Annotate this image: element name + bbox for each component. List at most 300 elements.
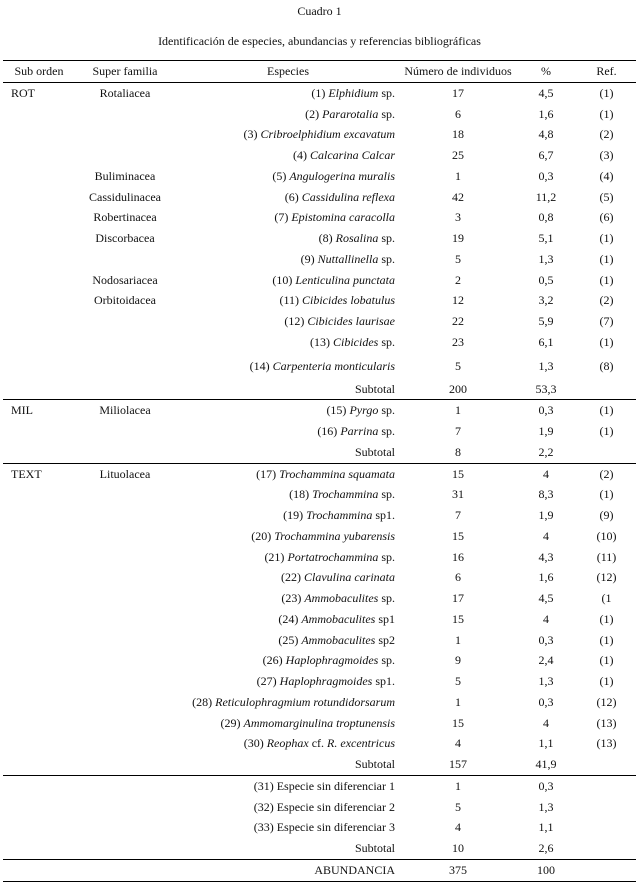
ref-cell: (1) (599, 334, 614, 349)
individuos-cell: 6 (455, 106, 461, 121)
porcentaje-cell: 1,3 (538, 674, 554, 688)
porcentaje-cell: 0,3 (538, 632, 554, 647)
ref-cell: (1) (599, 251, 614, 266)
species-number: (7) (274, 210, 289, 225)
species-number: (15) (326, 403, 347, 418)
subtotal-porcentaje: 53,3 (515, 379, 577, 400)
species-suffix: sp. (378, 591, 395, 605)
header-individuos: Número de individuos (401, 61, 515, 83)
ref-cell (577, 859, 636, 881)
porcentaje-cell: 4,8 (538, 127, 554, 142)
table-row (3, 311, 636, 332)
individuos-cell: 23 (452, 334, 464, 349)
species-cell (175, 145, 401, 166)
species-number: (10) (272, 272, 293, 287)
species-cell (175, 82, 401, 103)
species-cell (175, 817, 401, 838)
porcentaje-cell: 4,5 (538, 591, 554, 605)
superfamilia-cell (75, 713, 175, 734)
species-name: Pararotalia (322, 106, 379, 121)
species-cell (175, 400, 401, 421)
individuos-cell: 17 (452, 591, 464, 605)
table-row (3, 124, 636, 145)
species-number: (22) (281, 570, 301, 585)
superfamilia-cell (75, 145, 175, 166)
superfamilia-cell (75, 547, 175, 568)
species-cell (175, 228, 401, 249)
superfamilia-cell (75, 692, 175, 713)
ref-cell: (3) (599, 148, 614, 162)
species-suffix: sp1 (375, 611, 395, 626)
individuos-cell: 2 (455, 272, 461, 287)
species-cell (175, 630, 401, 651)
species-cell (175, 187, 401, 208)
species-number: (2) (305, 106, 320, 121)
suborden-cell (3, 671, 75, 692)
individuos-cell: 1 (455, 403, 461, 418)
species-cell (175, 484, 401, 505)
species-name: Ammomarginulina troptunensis (243, 715, 395, 730)
individuos-cell: 3 (455, 210, 461, 225)
superfamilia-cell: Discorbacea (95, 231, 155, 245)
porcentaje-cell: 4,5 (538, 85, 554, 100)
individuos-cell: 4 (455, 736, 461, 751)
porcentaje-cell: 4 (543, 528, 549, 543)
species-name: Lenticulina punctata (295, 272, 395, 287)
ref-cell: (11) (596, 549, 617, 564)
species-name: Trochammina squamata (279, 466, 395, 481)
ref-cell: (1) (599, 85, 614, 100)
species-number: (26) (262, 653, 283, 668)
species-name: Carpenteria monticularis (272, 358, 395, 373)
species-number: (25) (278, 632, 299, 647)
species-name: Ammobaculites (304, 591, 379, 605)
ref-cell: (1) (599, 403, 614, 418)
ref-cell: (1) (599, 424, 614, 438)
ref-cell: (4) (599, 168, 614, 183)
porcentaje-cell: 1,6 (538, 106, 554, 121)
species-cell (175, 104, 401, 125)
species-number: (30) (243, 736, 264, 751)
porcentaje-cell: 1,3 (538, 799, 554, 814)
subtotal-label: Subtotal (175, 838, 401, 859)
subtotal-individuos: 8 (401, 442, 515, 463)
subtotal-porcentaje: 2,6 (515, 838, 577, 859)
table-row (3, 463, 636, 484)
subtotal-porcentaje: 2,2 (515, 442, 577, 463)
superfamilia-cell: Cassidulinacea (89, 189, 161, 204)
suborden-cell (3, 166, 75, 187)
superfamilia-cell (75, 526, 175, 547)
table-row (3, 588, 636, 609)
suborden-cell (3, 692, 75, 713)
species-name: Angulogerina muralis (289, 168, 395, 183)
table-row (3, 270, 636, 291)
superfamilia-cell (75, 775, 175, 796)
species-cell (175, 249, 401, 270)
table-row (3, 733, 636, 754)
porcentaje-cell: 5,1 (538, 231, 554, 245)
table-row (3, 166, 636, 187)
superfamilia-cell (75, 104, 175, 125)
individuos-cell: 9 (455, 653, 461, 668)
subtotal-individuos: 10 (401, 838, 515, 859)
individuos-cell: 1 (455, 632, 461, 647)
total-individuos: 375 (401, 859, 515, 881)
ref-cell (577, 797, 636, 818)
species-name: Clavulina carinata (304, 570, 395, 585)
suborden-cell (3, 733, 75, 754)
species-number: (19) (283, 508, 304, 522)
porcentaje-cell: 3,2 (538, 293, 554, 308)
species-number: (27) (256, 674, 277, 688)
superfamilia-cell (75, 754, 175, 775)
suborden-cell (3, 609, 75, 630)
superfamilia-cell (75, 379, 175, 400)
species-cell (175, 797, 401, 818)
suborden-cell (3, 145, 75, 166)
table-row (3, 104, 636, 125)
species-number: (21) (264, 549, 285, 564)
species-suffix: sp. (378, 403, 395, 418)
subtotal-row (3, 754, 636, 775)
species-name: Cibicides (333, 334, 379, 349)
porcentaje-cell: 1,9 (538, 424, 554, 438)
suborden-cell (3, 838, 75, 859)
ref-cell: (12) (596, 694, 617, 709)
ref-cell: (1) (599, 674, 614, 688)
subtotal-row (3, 838, 636, 859)
species-number: (14) (249, 358, 270, 373)
species-name: Nuttallinella (317, 251, 379, 266)
table-body (3, 82, 636, 881)
species-name: Elphidium (328, 85, 379, 100)
ref-cell: (2) (599, 293, 614, 308)
suborden-cell (3, 290, 75, 311)
ref-cell: (1) (599, 653, 614, 668)
ref-cell: (1 (601, 591, 612, 605)
ref-cell (577, 775, 636, 796)
species-cell (175, 588, 401, 609)
ref-cell: (8) (599, 358, 614, 373)
ref-cell: (1) (599, 106, 614, 121)
header-suborden: Sub orden (3, 61, 75, 83)
ref-cell: (2) (599, 127, 614, 142)
superfamilia-cell (75, 353, 175, 379)
suborden-cell (3, 332, 75, 353)
porcentaje-cell: 6,7 (538, 148, 554, 162)
suborden-cell (3, 270, 75, 291)
superfamilia-cell (75, 442, 175, 463)
species-suffix: sp. (378, 106, 395, 121)
ref-cell (577, 379, 636, 400)
species-number: (32) (253, 799, 274, 814)
species-cell (175, 567, 401, 588)
porcentaje-cell: 0,3 (538, 403, 554, 418)
species-number: (20) (251, 528, 272, 543)
table-caption: Cuadro 1 (297, 4, 342, 18)
superfamilia-cell (75, 817, 175, 838)
individuos-cell: 6 (455, 570, 461, 585)
subtotal-row (3, 442, 636, 463)
suborden-cell (3, 567, 75, 588)
superfamilia-cell (75, 838, 175, 859)
suborden-cell (3, 124, 75, 145)
species-name: Trochammina yubarensis (274, 528, 395, 543)
porcentaje-cell: 0,3 (538, 778, 554, 793)
superfamilia-cell: Nodosariacea (92, 272, 158, 287)
species-suffix: sp1. (372, 674, 395, 688)
header-especies: Especies (175, 61, 401, 83)
species-number: (24) (278, 611, 299, 626)
suborden-cell (3, 588, 75, 609)
species-suffix: Especie sin diferenciar 2 (276, 799, 395, 814)
table-row (3, 671, 636, 692)
species-number: (1) (311, 85, 326, 100)
species-cell (175, 547, 401, 568)
individuos-cell: 18 (452, 127, 464, 142)
ref-cell: (1) (599, 272, 614, 287)
ref-cell (577, 442, 636, 463)
species-number: (29) (220, 715, 241, 730)
subtotal-row (3, 379, 636, 400)
species-cell (175, 207, 401, 228)
ref-cell: (10) (596, 528, 617, 543)
species-suffix: sp. (378, 334, 395, 349)
species-cell (175, 290, 401, 311)
header-row (3, 61, 636, 83)
suborden-cell: TEXT (11, 466, 42, 481)
header-superfamilia: Super familia (75, 61, 175, 83)
species-cell (175, 124, 401, 145)
species-cell (175, 505, 401, 526)
superfamilia-cell (75, 421, 175, 442)
suborden-cell (3, 379, 75, 400)
individuos-cell: 1 (455, 778, 461, 793)
species-cell (175, 526, 401, 547)
table-row (3, 609, 636, 630)
subtotal-label: Subtotal (175, 442, 401, 463)
species-cell (175, 609, 401, 630)
porcentaje-cell: 4 (543, 715, 549, 730)
species-suffix: cf. (308, 736, 328, 751)
species-name: Rosalina (335, 231, 379, 245)
superfamilia-cell (75, 567, 175, 588)
individuos-cell: 1 (455, 694, 461, 709)
superfamilia-cell: Robertinacea (93, 210, 157, 225)
ref-cell: (1) (599, 487, 614, 502)
species-suffix: sp. (378, 549, 395, 564)
species-cell (175, 671, 401, 692)
suborden-cell: ROT (11, 85, 35, 100)
table-row (3, 484, 636, 505)
individuos-cell: 15 (452, 715, 464, 730)
table-row (3, 421, 636, 442)
superfamilia-cell: Orbitoidacea (94, 293, 156, 308)
suborden-cell (3, 713, 75, 734)
individuos-cell: 15 (452, 466, 464, 481)
species-name: Trochammina (312, 487, 379, 502)
table-row (3, 775, 636, 796)
porcentaje-cell: 4,3 (538, 549, 554, 564)
species-name: Pyrgo (349, 403, 379, 418)
suborden-cell: MIL (11, 403, 33, 418)
porcentaje-cell: 0,3 (538, 168, 554, 183)
individuos-cell: 15 (452, 528, 464, 543)
suborden-cell (3, 859, 75, 881)
superfamilia-cell: Miliolacea (99, 403, 151, 418)
species-suffix: Especie sin diferenciar 1 (276, 778, 395, 793)
superfamilia-cell (75, 505, 175, 526)
superfamilia-cell (75, 484, 175, 505)
superfamilia-cell (75, 311, 175, 332)
ref-cell: (13) (596, 736, 617, 751)
total-label: ABUNDANCIA (175, 859, 401, 881)
suborden-cell (3, 442, 75, 463)
species-name: Ammobaculites (301, 632, 376, 647)
ref-cell: (12) (596, 570, 617, 585)
species-name: Cassidulina reflexa (301, 189, 395, 204)
ref-cell: (5) (599, 189, 614, 204)
suborden-cell (3, 421, 75, 442)
ref-cell: (9) (599, 508, 614, 522)
species-cell (175, 421, 401, 442)
porcentaje-cell: 2,4 (538, 653, 554, 668)
table-row (3, 353, 636, 379)
ref-cell: (1) (599, 632, 614, 647)
suborden-cell (3, 249, 75, 270)
species-number: (11) (279, 293, 299, 308)
ref-cell: (13) (596, 715, 617, 730)
species-cell (175, 311, 401, 332)
individuos-cell: 17 (452, 85, 464, 100)
porcentaje-cell: 1,6 (538, 570, 554, 585)
suborden-cell (3, 505, 75, 526)
species-name: Cibicides laurisae (307, 314, 395, 328)
individuos-cell: 31 (452, 487, 464, 502)
species-number: (12) (284, 314, 305, 328)
porcentaje-cell: 1,9 (538, 508, 554, 522)
species-suffix: sp1. (372, 508, 395, 522)
species-name-2: R. excentricus (327, 736, 395, 751)
suborden-cell (3, 353, 75, 379)
table-row (3, 630, 636, 651)
suborden-cell (3, 187, 75, 208)
table-row (3, 817, 636, 838)
individuos-cell: 25 (452, 148, 464, 162)
suborden-cell (3, 547, 75, 568)
species-suffix: sp. (378, 653, 395, 668)
suborden-cell (3, 754, 75, 775)
table-row (3, 526, 636, 547)
porcentaje-cell: 1,3 (538, 358, 554, 373)
species-table (3, 60, 636, 882)
table-row (3, 290, 636, 311)
ref-cell (577, 754, 636, 775)
species-name: Reticulophragmium rotundidorsarum (215, 694, 395, 709)
individuos-cell: 16 (452, 549, 464, 564)
superfamilia-cell (75, 332, 175, 353)
species-cell (175, 353, 401, 379)
table-row (3, 505, 636, 526)
individuos-cell: 7 (455, 424, 461, 438)
species-number: (31) (253, 778, 274, 793)
individuos-cell: 42 (452, 189, 464, 204)
subtotal-individuos: 200 (401, 379, 515, 400)
suborden-cell (3, 775, 75, 796)
individuos-cell: 7 (455, 508, 461, 522)
species-cell (175, 166, 401, 187)
superfamilia-cell (75, 124, 175, 145)
table-row (3, 400, 636, 421)
table-row (3, 650, 636, 671)
species-number: (18) (289, 487, 310, 502)
subtotal-label: Subtotal (175, 754, 401, 775)
suborden-cell (3, 650, 75, 671)
individuos-cell: 12 (452, 293, 464, 308)
superfamilia-cell: Rotaliacea (99, 85, 151, 100)
porcentaje-cell: 1,3 (538, 251, 554, 266)
porcentaje-cell: 1,1 (538, 820, 554, 835)
total-row (3, 859, 636, 881)
superfamilia-cell (75, 650, 175, 671)
species-cell (175, 713, 401, 734)
ref-cell: (6) (599, 210, 614, 225)
species-number: (28) (192, 694, 213, 709)
species-name: Parrina (340, 424, 379, 438)
species-name: Haplophragmoides (279, 674, 373, 688)
species-number: (5) (272, 168, 287, 183)
species-suffix: sp. (378, 424, 395, 438)
species-suffix: sp. (378, 487, 395, 502)
porcentaje-cell: 1,1 (538, 736, 554, 751)
superfamilia-cell (75, 859, 175, 881)
table-row (3, 228, 636, 249)
individuos-cell: 5 (455, 358, 461, 373)
table-row (3, 82, 636, 103)
header-ref: Ref. (577, 61, 636, 83)
subtotal-label: Subtotal (175, 379, 401, 400)
ref-cell (577, 817, 636, 838)
individuos-cell: 5 (455, 799, 461, 814)
table-row (3, 713, 636, 734)
subtotal-individuos: 157 (401, 754, 515, 775)
individuos-cell: 22 (452, 314, 464, 328)
suborden-cell (3, 630, 75, 651)
superfamilia-cell (75, 249, 175, 270)
porcentaje-cell: 6,1 (538, 334, 554, 349)
table-row (3, 692, 636, 713)
species-number: (9) (300, 251, 315, 266)
porcentaje-cell: 0,3 (538, 694, 554, 709)
species-name: Portatrochammina (287, 549, 379, 564)
species-name: Cibicides lobatulus (302, 293, 395, 308)
porcentaje-cell: 0,8 (538, 210, 554, 225)
superfamilia-cell: Buliminacea (94, 168, 156, 183)
total-porcentaje: 100 (515, 859, 577, 881)
species-number: (33) (253, 820, 274, 835)
superfamilia-cell (75, 797, 175, 818)
individuos-cell: 19 (452, 231, 464, 245)
porcentaje-cell: 0,5 (538, 272, 554, 287)
suborden-cell (3, 797, 75, 818)
individuos-cell: 4 (455, 820, 461, 835)
species-cell (175, 733, 401, 754)
suborden-cell (3, 228, 75, 249)
species-number: (3) (243, 127, 258, 142)
species-number: (16) (317, 424, 338, 438)
porcentaje-cell: 4 (543, 611, 549, 626)
